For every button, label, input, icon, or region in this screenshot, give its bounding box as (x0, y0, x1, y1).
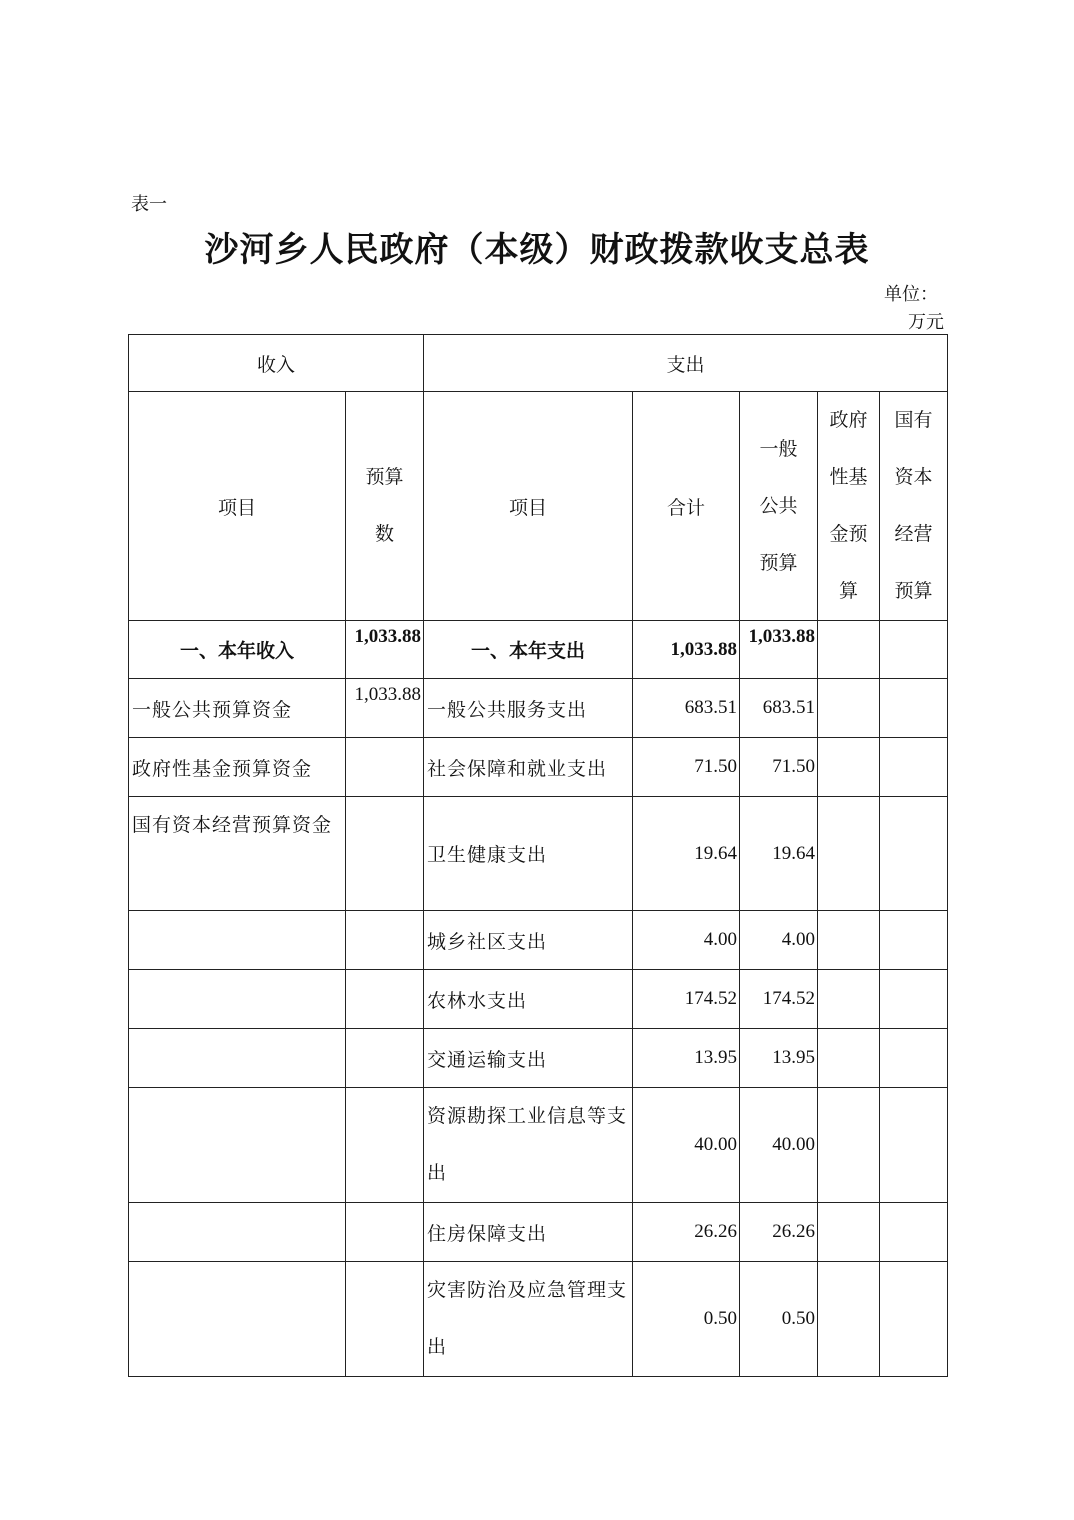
page-title: 沙河乡人民政府（本级）财政拨款收支总表 (204, 230, 870, 270)
exp-item-cell: 一般公共服务支出 (424, 679, 633, 738)
table-row (129, 679, 948, 738)
table-row (129, 1029, 948, 1088)
total-cell: 0.50 (633, 1262, 740, 1377)
income-value-cell (346, 1088, 424, 1203)
table-row (129, 738, 948, 797)
income-value-cell (346, 797, 424, 911)
state-capital-cell (880, 679, 948, 738)
income-value-cell (346, 1029, 424, 1088)
exp-item-cell: 城乡社区支出 (424, 911, 633, 970)
expenditure-header: 支出 (424, 335, 948, 392)
state-capital-cell (880, 1262, 948, 1377)
budget-summary-table (128, 334, 948, 1377)
gov-fund-cell (818, 679, 880, 738)
gov-fund-cell (818, 1262, 880, 1377)
income-item-cell: 国有资本经营预算资金 (129, 797, 346, 911)
general-budget-header-line: 一般 (759, 437, 798, 460)
general-cell: 683.51 (740, 679, 818, 738)
table-tag: 表一 (131, 194, 167, 215)
exp-item-cell: 灾害防治及应急管理支出 (424, 1262, 633, 1377)
state-capital-header-line: 预算 (894, 580, 933, 602)
general-budget-header-line: 预算 (759, 551, 798, 574)
total-cell: 4.00 (633, 911, 740, 970)
general-cell: 4.00 (740, 911, 818, 970)
income-item-header: 项目 (129, 392, 346, 621)
gov-fund-cell (818, 1088, 880, 1203)
exp-item-cell: 卫生健康支出 (424, 797, 633, 911)
total-cell: 174.52 (633, 970, 740, 1029)
gov-fund-cell (818, 1203, 880, 1262)
state-capital-header-line: 国有 (894, 409, 933, 431)
unit-value: 万元 (908, 312, 944, 333)
exp-item-cell: 农林水支出 (424, 970, 633, 1029)
table-row (129, 970, 948, 1029)
income-item-cell (129, 970, 346, 1029)
general-cell: 40.00 (740, 1088, 818, 1203)
table-row (129, 621, 948, 679)
gov-fund-cell (818, 621, 880, 679)
state-capital-cell (880, 1203, 948, 1262)
income-value-cell: 1,033.88 (346, 679, 424, 738)
gov-fund-cell (818, 738, 880, 797)
exp-item-cell: 一、本年支出 (424, 621, 633, 679)
table-row (129, 1203, 948, 1262)
table-row (129, 911, 948, 970)
income-item-cell (129, 1029, 346, 1088)
income-value-cell (346, 1203, 424, 1262)
budget-num-header-line: 数 (375, 523, 395, 545)
general-cell: 71.50 (740, 738, 818, 797)
general-cell: 26.26 (740, 1203, 818, 1262)
state-capital-header (880, 392, 948, 621)
table-row (129, 1262, 948, 1377)
general-cell: 0.50 (740, 1262, 818, 1377)
total-cell: 71.50 (633, 738, 740, 797)
general-cell: 19.64 (740, 797, 818, 911)
gov-fund-header (818, 392, 880, 621)
exp-item-cell: 交通运输支出 (424, 1029, 633, 1088)
income-value-cell (346, 911, 424, 970)
gov-fund-cell (818, 797, 880, 911)
gov-fund-header-line: 性基 (829, 466, 868, 488)
exp-item-cell: 资源勘探工业信息等支出 (424, 1088, 633, 1203)
gov-fund-header-line: 算 (839, 580, 859, 602)
state-capital-header-line: 资本 (894, 466, 933, 488)
state-capital-cell (880, 797, 948, 911)
income-item-cell: 政府性基金预算资金 (129, 738, 346, 797)
table-row (129, 1088, 948, 1203)
income-item-cell (129, 1088, 346, 1203)
budget-num-header-line: 预算 (365, 466, 404, 488)
total-cell: 683.51 (633, 679, 740, 738)
income-item-cell (129, 911, 346, 970)
total-cell: 19.64 (633, 797, 740, 911)
state-capital-cell (880, 1088, 948, 1203)
general-cell: 13.95 (740, 1029, 818, 1088)
exp-item-cell: 住房保障支出 (424, 1203, 633, 1262)
general-budget-header-line: 公共 (759, 494, 798, 517)
header-row-1 (129, 335, 948, 392)
general-budget-header (740, 392, 818, 621)
total-header: 合计 (633, 392, 740, 621)
state-capital-cell (880, 1029, 948, 1088)
state-capital-cell (880, 911, 948, 970)
income-item-cell: 一、本年收入 (129, 621, 346, 679)
income-value-cell (346, 1262, 424, 1377)
income-value-cell (346, 970, 424, 1029)
gov-fund-header-line: 金预 (829, 523, 868, 545)
unit-label: 单位： (884, 284, 938, 305)
header-row-2 (129, 392, 948, 621)
table-row (129, 797, 948, 911)
budget-num-header (346, 392, 424, 621)
total-cell: 26.26 (633, 1203, 740, 1262)
gov-fund-cell (818, 970, 880, 1029)
total-cell: 1,033.88 (633, 621, 740, 679)
income-header: 收入 (129, 335, 424, 392)
gov-fund-cell (818, 911, 880, 970)
state-capital-cell (880, 970, 948, 1029)
gov-fund-header-line: 政府 (829, 409, 868, 431)
income-item-cell (129, 1262, 346, 1377)
total-cell: 40.00 (633, 1088, 740, 1203)
general-cell: 1,033.88 (740, 621, 818, 679)
exp-item-cell: 社会保障和就业支出 (424, 738, 633, 797)
state-capital-header-line: 经营 (894, 523, 933, 545)
income-item-cell (129, 1203, 346, 1262)
total-cell: 13.95 (633, 1029, 740, 1088)
income-item-cell: 一般公共预算资金 (129, 679, 346, 738)
income-value-cell (346, 738, 424, 797)
state-capital-cell (880, 738, 948, 797)
general-cell: 174.52 (740, 970, 818, 1029)
exp-item-header: 项目 (424, 392, 633, 621)
income-value-cell: 1,033.88 (346, 621, 424, 679)
gov-fund-cell (818, 1029, 880, 1088)
state-capital-cell (880, 621, 948, 679)
